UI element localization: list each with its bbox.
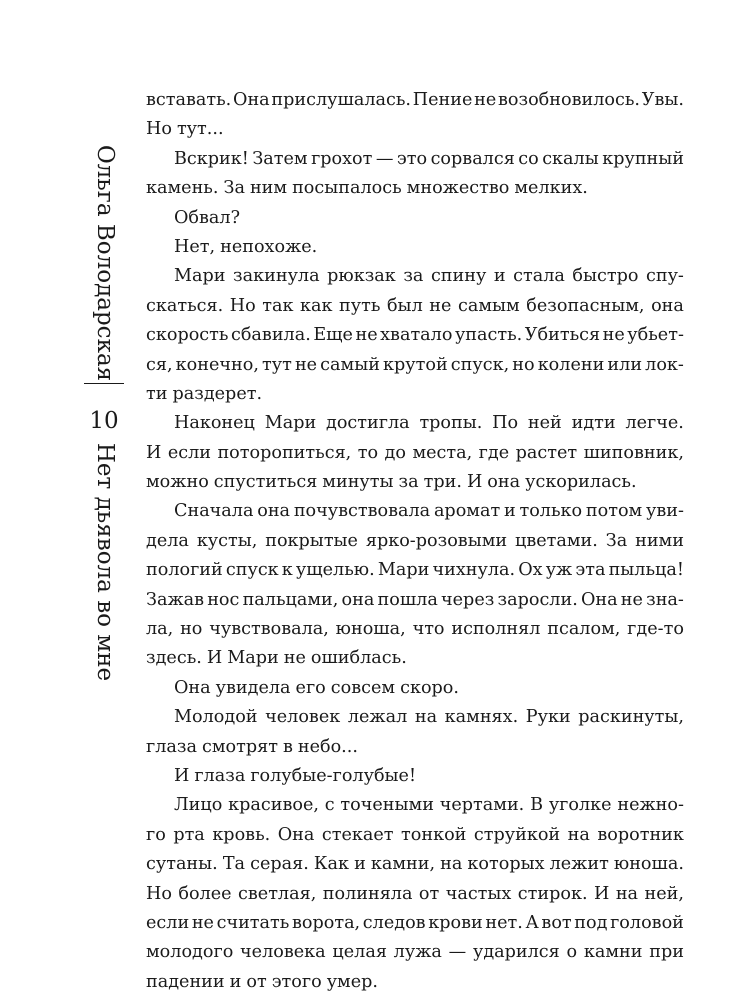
text-line	[146, 762, 684, 791]
word: ворота,	[291, 912, 361, 933]
text-line	[146, 703, 684, 732]
word: Мари	[264, 413, 317, 434]
word: ним	[249, 178, 288, 199]
word: она	[487, 472, 521, 493]
word: крови	[428, 912, 483, 933]
word: это	[396, 148, 428, 169]
word: почувствовала	[293, 501, 431, 522]
word: если	[167, 442, 211, 463]
word: от	[246, 971, 267, 992]
text-line	[146, 674, 684, 703]
word: скаться.	[146, 295, 224, 316]
word: спуск,	[450, 354, 510, 375]
word: зна-	[646, 589, 684, 610]
word: частых	[445, 883, 512, 904]
word: точеными	[340, 795, 434, 816]
word: от	[418, 883, 440, 904]
word: ошиблась.	[310, 648, 407, 669]
word: И	[466, 472, 483, 493]
text-line	[146, 938, 684, 967]
word: ударился	[472, 942, 560, 963]
word: целая	[332, 942, 387, 963]
word: ярко-розовыми	[365, 530, 508, 551]
word: на	[567, 824, 590, 845]
word: А	[525, 912, 539, 933]
word: Но	[146, 883, 172, 904]
running-header-author: Ольга Володарская	[92, 144, 118, 382]
word: камнях.	[444, 707, 519, 728]
word: —	[448, 942, 467, 963]
word: на	[440, 854, 463, 875]
text-line	[146, 586, 684, 615]
word: пологий	[146, 560, 223, 581]
word: крутой	[383, 354, 448, 375]
word: спу-	[646, 266, 684, 287]
word: совсем	[330, 677, 396, 698]
word: то	[357, 442, 379, 463]
word: воротник	[597, 824, 684, 845]
text-line	[146, 733, 684, 762]
word: Как	[313, 854, 349, 875]
word: к	[281, 560, 293, 581]
word: небо...	[297, 736, 358, 757]
word: юноша,	[335, 619, 406, 640]
word: самым	[457, 295, 520, 316]
word: пыльца!	[608, 560, 684, 581]
word: нос	[207, 589, 240, 610]
word: этого	[271, 971, 322, 992]
word: Затем	[252, 148, 308, 169]
word: светлая,	[238, 883, 317, 904]
word: серая.	[250, 854, 309, 875]
word: Сначала	[174, 501, 254, 522]
word: цветами.	[515, 530, 598, 551]
word: ся,	[146, 354, 173, 375]
word: не	[474, 90, 497, 110]
word: скоро.	[400, 677, 459, 698]
word: закинула	[233, 266, 320, 287]
word: его	[295, 677, 326, 698]
word: Наконец	[174, 413, 255, 434]
word: чертами.	[439, 795, 525, 816]
word: Нет,	[174, 236, 216, 257]
word: заросли.	[497, 589, 578, 610]
text-line	[146, 115, 684, 144]
word: ускорилась.	[525, 472, 637, 493]
word: в	[282, 736, 293, 757]
word: Мари	[174, 266, 226, 287]
word: Она	[233, 90, 270, 110]
word: Убиться	[524, 325, 601, 346]
word: И	[174, 765, 190, 786]
word: покрытые	[265, 530, 358, 551]
word: самый	[320, 354, 380, 375]
word: За	[223, 178, 245, 199]
text-line	[146, 644, 684, 673]
text-line	[146, 968, 684, 997]
word: конечно,	[175, 354, 259, 375]
word: раскинуты,	[578, 707, 684, 728]
word: с	[324, 795, 335, 816]
word: И	[594, 883, 610, 904]
word: вставать.	[146, 90, 232, 110]
word: тонкой	[401, 824, 467, 845]
text-line	[146, 204, 684, 233]
word: чихнула.	[432, 560, 516, 581]
word: скорость	[146, 325, 229, 346]
text-line	[146, 497, 684, 526]
word: идти	[571, 413, 616, 434]
word: ти	[146, 383, 168, 404]
word: Еще	[313, 325, 353, 346]
word: смотрят	[201, 736, 278, 757]
word: что	[412, 619, 445, 640]
word: или	[607, 354, 643, 375]
word: струйкой	[473, 824, 561, 845]
word: через	[441, 589, 495, 610]
text-line	[146, 174, 684, 203]
word: исполнял	[451, 619, 541, 640]
word: здесь.	[146, 648, 202, 669]
text-line	[146, 439, 684, 468]
word: скалы	[542, 148, 599, 169]
word: Мари	[227, 648, 279, 669]
word: камни	[583, 942, 643, 963]
word: не	[355, 325, 378, 346]
word: ней	[527, 413, 562, 434]
text-line	[146, 145, 684, 174]
text-line	[146, 821, 684, 850]
text-line	[146, 791, 684, 820]
word: которых	[467, 854, 545, 875]
word: растет	[515, 442, 578, 463]
word: не	[620, 589, 643, 610]
word: она	[257, 501, 291, 522]
word: возобновилось.	[498, 90, 641, 110]
text-line	[146, 909, 684, 938]
word: пальцами,	[242, 589, 339, 610]
word: Увы.	[641, 90, 684, 110]
word: следов	[362, 912, 426, 933]
word: Она	[580, 589, 618, 610]
word: ла,	[146, 619, 174, 640]
text-line	[146, 615, 684, 644]
word: стекает	[321, 824, 394, 845]
word: умер.	[326, 971, 379, 992]
text-line	[146, 292, 684, 321]
text-line	[146, 468, 684, 497]
word: кусты,	[196, 530, 258, 551]
word: Но	[146, 119, 172, 140]
word: достигла	[326, 413, 410, 434]
word: уголке	[548, 795, 612, 816]
word: легче.	[625, 413, 684, 434]
word: лежит	[549, 854, 609, 875]
word: потом	[585, 501, 643, 522]
text-line	[146, 262, 684, 291]
word: был	[386, 295, 423, 316]
word: Молодой	[174, 707, 258, 728]
word: три.	[423, 472, 462, 493]
word: вот	[541, 912, 572, 933]
word: дела	[146, 530, 189, 551]
word: так	[262, 295, 294, 316]
word: где-то	[627, 619, 684, 640]
word: тут	[262, 354, 292, 375]
word: и	[354, 854, 366, 875]
word: полиняла	[322, 883, 413, 904]
word: рюкзак	[327, 266, 396, 287]
word: камни,	[370, 854, 436, 875]
word: считать	[216, 912, 290, 933]
word: путь	[339, 295, 381, 316]
word: на	[414, 707, 438, 728]
text-line	[146, 409, 684, 438]
word: Она	[277, 824, 315, 845]
word: при	[649, 942, 684, 963]
running-header-book-title: Нет дьявола во мне	[92, 442, 118, 682]
word: не	[602, 325, 625, 346]
text-line	[146, 380, 684, 409]
word: непохоже.	[220, 236, 318, 257]
word: безопасным,	[526, 295, 645, 316]
word: падении	[146, 971, 225, 992]
word: глаза	[146, 736, 197, 757]
word: головой	[610, 912, 684, 933]
word: спуститься	[213, 472, 318, 493]
word: стала	[513, 266, 565, 287]
word: если	[146, 912, 190, 933]
word: лок-	[645, 354, 684, 375]
word: увидела	[215, 677, 291, 698]
word: ней,	[644, 883, 684, 904]
word: раздерет.	[172, 383, 263, 404]
word: поторопиться,	[217, 442, 352, 463]
word: не	[191, 912, 214, 933]
word: юноша.	[613, 854, 684, 875]
word: Но	[229, 295, 256, 316]
word: но	[512, 354, 535, 375]
word: только	[519, 501, 583, 522]
text-line	[146, 850, 684, 879]
word: молодого	[146, 942, 234, 963]
text-line	[146, 321, 684, 350]
word: нежно-	[617, 795, 684, 816]
word: Пение	[412, 90, 473, 110]
word: крупный	[602, 148, 684, 169]
word: где	[478, 442, 510, 463]
word: и	[229, 971, 242, 992]
text-line	[146, 880, 684, 909]
word: Зажав	[146, 589, 205, 610]
word: о	[566, 942, 578, 963]
word: она	[651, 295, 684, 316]
word: можно	[146, 472, 209, 493]
word: посыпалось	[292, 178, 402, 199]
word: тропы.	[419, 413, 483, 434]
word: упасть.	[454, 325, 523, 346]
word: эта	[575, 560, 606, 581]
word: убьет-	[627, 325, 684, 346]
word: и	[503, 501, 516, 522]
word: Обвал?	[174, 207, 241, 228]
word: ними	[635, 530, 684, 551]
word: как	[300, 295, 333, 316]
word: за	[403, 266, 424, 287]
word: псалом,	[547, 619, 621, 640]
word: минуты	[322, 472, 394, 493]
word: Мари	[377, 560, 430, 581]
word: сбавила.	[230, 325, 311, 346]
word: глаза	[194, 765, 246, 786]
text-line	[146, 351, 684, 380]
word: лужа	[393, 942, 442, 963]
word: И	[146, 442, 162, 463]
word: Та	[222, 854, 246, 875]
word: более	[178, 883, 232, 904]
word: прислушалась.	[271, 90, 412, 110]
word: не	[294, 354, 318, 375]
word: на	[615, 883, 639, 904]
word: шиповник,	[583, 442, 684, 463]
word: колени	[537, 354, 605, 375]
word: человека	[240, 942, 326, 963]
word: сорвался	[430, 148, 515, 169]
word: го	[146, 824, 166, 845]
word: В	[530, 795, 544, 816]
word: лежал	[347, 707, 408, 728]
word: По	[492, 413, 519, 434]
body-text	[146, 86, 684, 997]
word: места,	[412, 442, 473, 463]
word: стирок.	[517, 883, 588, 904]
word: со	[518, 148, 539, 169]
word: тут...	[176, 119, 224, 140]
word: И	[206, 648, 223, 669]
word: Лицо	[174, 795, 223, 816]
text-line	[146, 556, 684, 585]
word: красивое,	[228, 795, 319, 816]
word: уж	[545, 560, 573, 581]
word: голубые-голубые!	[250, 765, 417, 786]
word: спуск	[225, 560, 279, 581]
text-line	[146, 527, 684, 556]
word: она	[341, 589, 375, 610]
word: множество	[406, 178, 510, 199]
word: пошла	[377, 589, 438, 610]
text-line	[146, 86, 684, 115]
word: За	[605, 530, 628, 551]
word: до	[384, 442, 406, 463]
word: не	[283, 648, 306, 669]
word: сутаны.	[146, 854, 218, 875]
word: спину	[430, 266, 487, 287]
word: чувствовала,	[209, 619, 329, 640]
word: Вскрик!	[174, 148, 249, 169]
word: кровь.	[212, 824, 271, 845]
word: человек	[265, 707, 341, 728]
word: нет.	[485, 912, 523, 933]
word: и	[493, 266, 506, 287]
word: грохот	[311, 148, 373, 169]
word: аромат	[433, 501, 501, 522]
word: хватало	[380, 325, 453, 346]
word: но	[180, 619, 203, 640]
word: уви-	[646, 501, 684, 522]
word: не	[429, 295, 452, 316]
word: Руки	[525, 707, 571, 728]
word: за	[398, 472, 419, 493]
word: под	[574, 912, 608, 933]
word: быстро	[572, 266, 639, 287]
word: ущелью.	[295, 560, 375, 581]
word: мелких.	[514, 178, 588, 199]
text-line	[146, 233, 684, 262]
word: Ох	[518, 560, 543, 581]
word: Она	[174, 677, 211, 698]
word: рта	[173, 824, 205, 845]
word: —	[375, 148, 394, 169]
page-number: 10	[89, 408, 119, 434]
word: камень.	[146, 178, 219, 199]
header-divider	[84, 383, 124, 384]
